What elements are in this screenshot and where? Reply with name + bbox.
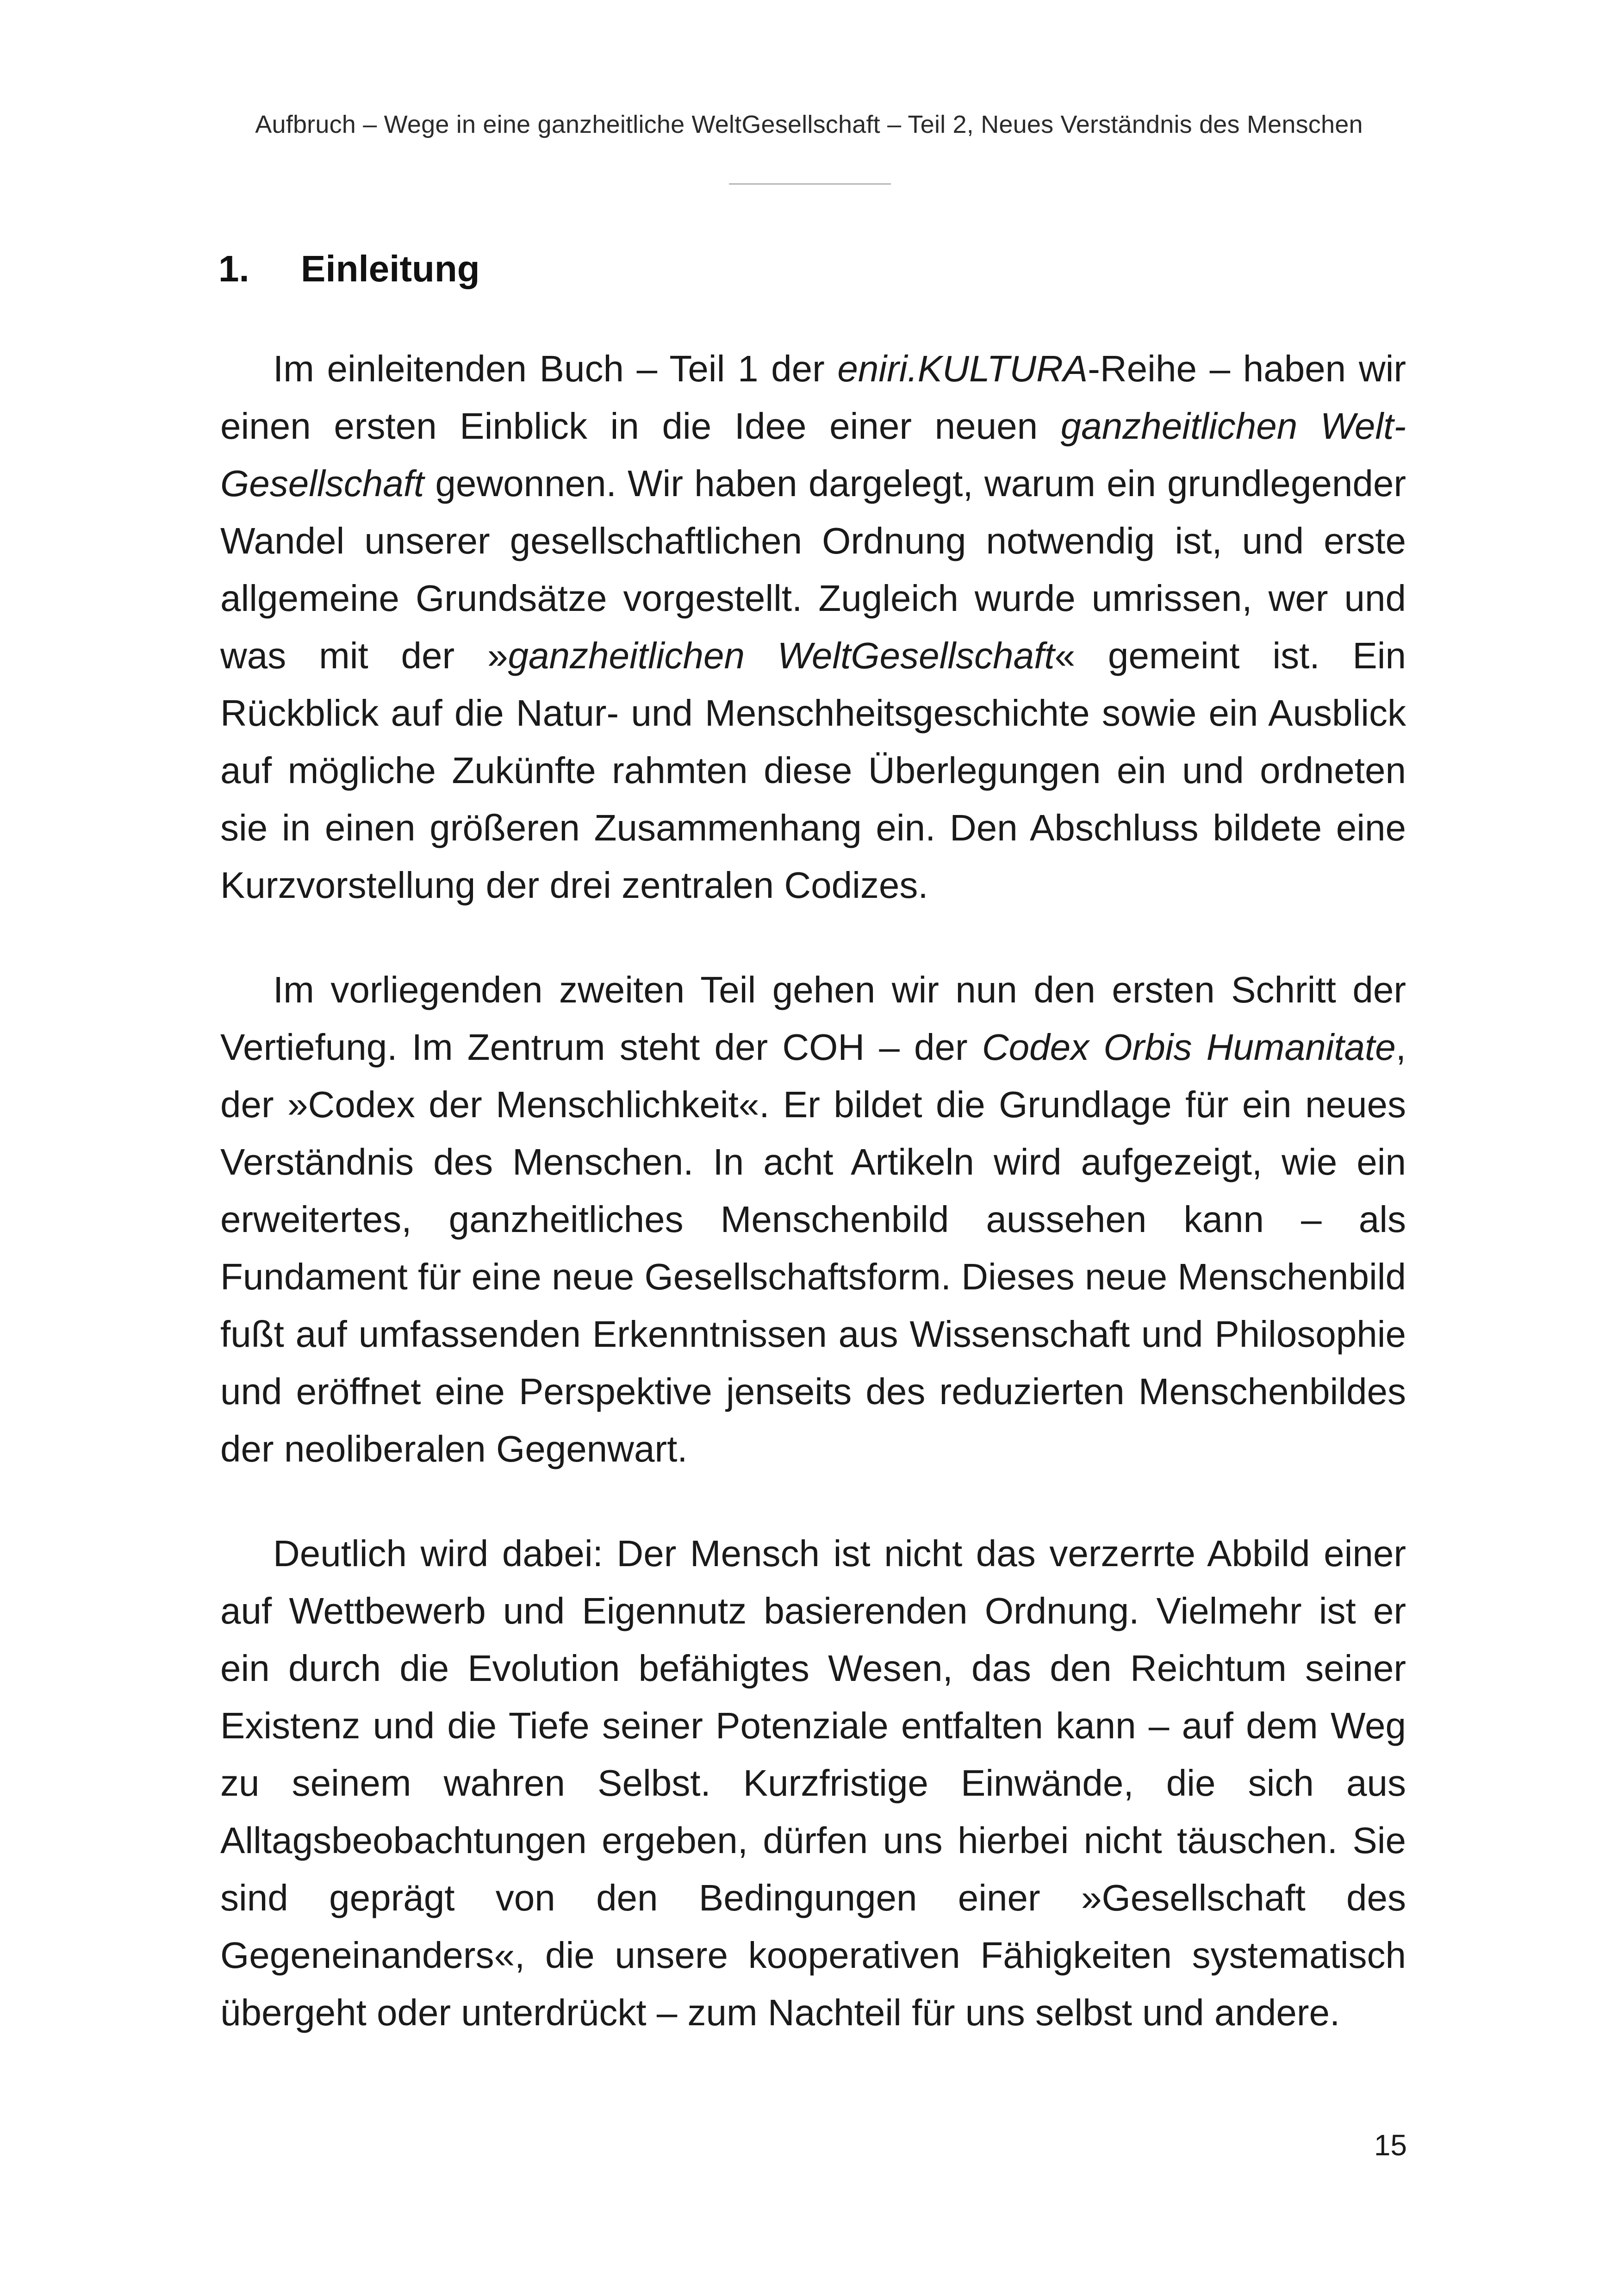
page-number: 15 xyxy=(1374,2128,1407,2162)
concept-italic: ganzheitlichen WeltGesellschaft xyxy=(508,635,1055,676)
paragraph-1-text: gewonnen. Wir haben dargelegt, warum ein grundlegender Wandel unserer gesellschaftlichen Ordnung notwendig ist, und erste allgemeine Grundsätze vorgestellt. Zugleich wurde umrissen, wer und was mit der » xyxy=(220,463,1406,676)
paragraph-1-text: Im einleitenden Buch – Teil 1 der xyxy=(273,348,838,389)
paragraph-3-text: Deutlich wird dabei: Der Mensch ist nicht das verzerrte Abbild einer auf Wettbewerb und Eigennutz basierenden Ordnung. Vielmehr ist er ein durch die Evolution befähigtes Wesen, das den Reichtum seiner Existenz und die Tiefe seiner Potenziale entfalten kann – auf dem Weg zu seinem wahren Selbst. Kurzfristige Einwände, die sich aus Alltagsbeobachtungen ergeben, dürfen uns hierbei nicht täuschen. Sie sind geprägt von den Bedingungen einer »Gesellschaft des Gegeneinanders«, die unsere kooperativen Fähigkeiten systematisch übergeht oder unterdrückt – zum Nachteil für uns selbst und andere. xyxy=(220,1533,1406,2033)
paragraph-2 xyxy=(220,961,1406,1478)
paragraph-3 xyxy=(220,1525,1406,2041)
section-title: Einleitung xyxy=(301,248,480,289)
paragraph-2-text: Im vorliegenden zweiten Teil gehen wir nun den ersten Schritt der Vertiefung. Im Zentrum steht der COH – der xyxy=(220,969,1406,1068)
section-number: 1. xyxy=(218,248,249,289)
header-divider xyxy=(729,183,891,185)
body-text xyxy=(220,340,1406,2089)
running-header: Aufbruch – Wege in eine ganzheitliche WeltGesellschaft – Teil 2, Neues Verständnis des Menschen xyxy=(255,111,1363,138)
paragraph-1-text: « gemeint ist. Ein Rückblick auf die Natur- und Menschheitsgeschichte sowie ein Ausblick auf mögliche Zukünfte rahmten diese Überlegungen ein und ordneten sie in einen größeren Zusammenhang ein. Den Abschluss bildete eine Kurzvorstellung der drei zentralen Codizes. xyxy=(220,635,1406,906)
paragraph-1-text: -Reihe – haben wir einen ersten Einblick in die Idee einer neuen xyxy=(220,348,1406,447)
paragraph-1 xyxy=(220,340,1406,914)
concept-italic: ganzheitlichen WeltGesellschaft xyxy=(220,405,1406,504)
paragraph-2-text: , der »Codex der Menschlichkeit«. Er bildet die Grundlage für ein neues Verständnis des Menschen. In acht Artikeln wird aufgezeigt, wie ein erweitertes, ganzheitliches Menschenbild aussehen kann – als Fundament für eine neue Gesellschaftsform. Dieses neue Menschenbild fußt auf umfassenden Erkenntnissen aus Wissenschaft und Philosophie und eröffnet eine Perspektive jenseits des reduzierten Menschenbildes der neoliberalen Gegenwart. xyxy=(220,1027,1406,1469)
section-heading xyxy=(218,248,480,290)
series-name-italic: eniri.KULTURA xyxy=(837,348,1088,389)
codex-name-italic: Codex Orbis Humanitate xyxy=(982,1027,1396,1068)
